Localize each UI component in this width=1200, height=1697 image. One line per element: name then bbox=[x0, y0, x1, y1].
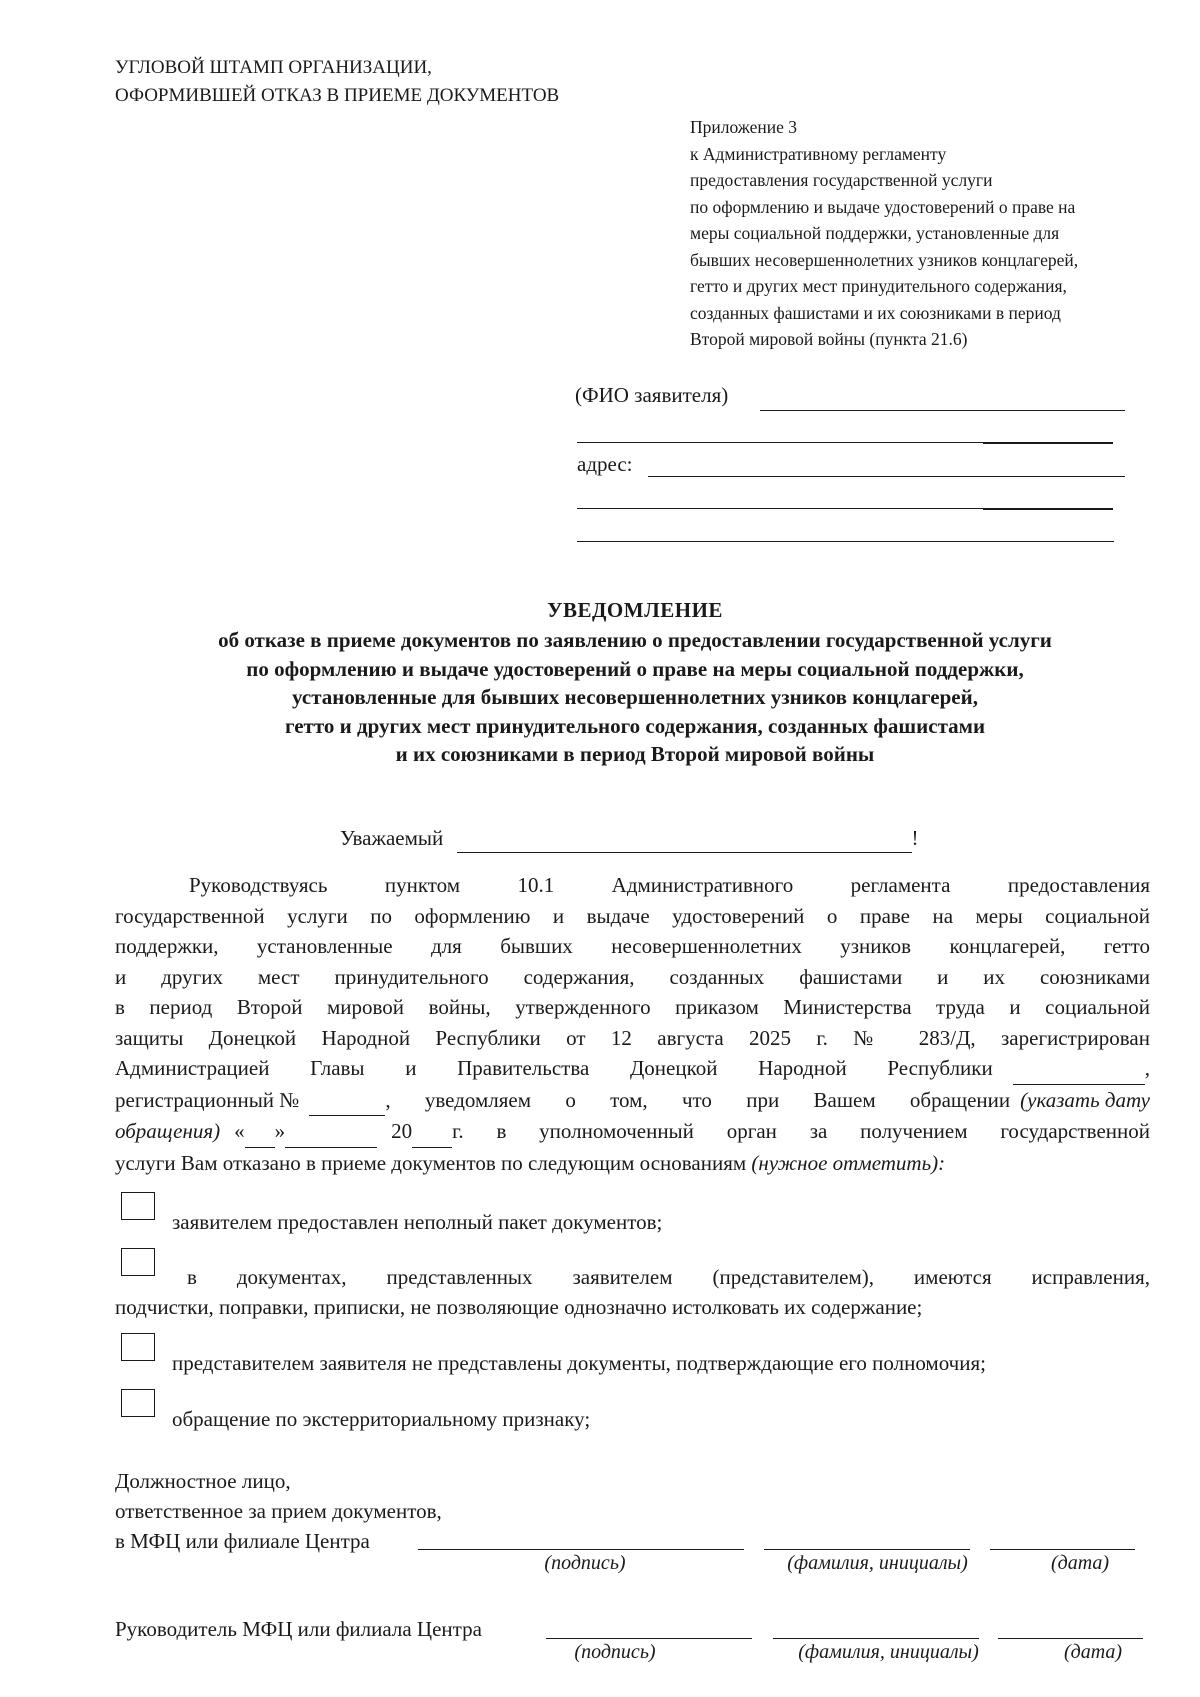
head-date-field[interactable] bbox=[998, 1638, 1143, 1639]
body-line bbox=[115, 1116, 1150, 1148]
option-2-line-2: подчистки, поправки, приписки, не позволяющие однозначно истолковать их содержание; bbox=[115, 1295, 923, 1319]
head-label: Руководитель МФЦ или филиала Центра bbox=[115, 1617, 482, 1641]
greeting bbox=[340, 824, 919, 853]
official-date-caption: (дата) bbox=[1050, 1552, 1110, 1574]
subtitle-line: по оформлению и выдаче удостоверений о праве на меры социальной поддержки, bbox=[246, 656, 1024, 681]
head-signature-caption: (подпись) bbox=[574, 1641, 656, 1663]
body-text: , уведомляем о том, что при Вашем обращении bbox=[385, 1087, 1011, 1112]
head-name-caption: (фамилия, инициалы) bbox=[798, 1641, 979, 1663]
body-line: защиты Донецкой Народной Республики от 12 августа 2025 г. № 283/Д, зарегистрирован bbox=[115, 1025, 1150, 1050]
annex-line: меры социальной поддержки, установленные для bbox=[690, 223, 1060, 243]
option-3-checkbox[interactable] bbox=[121, 1333, 155, 1361]
option-2-text bbox=[115, 1262, 1150, 1322]
stamp-line-1: УГЛОВОЙ ШТАМП ОРГАНИЗАЦИИ, bbox=[115, 57, 432, 78]
body-line bbox=[115, 1148, 1150, 1179]
subtitle-line: об отказе в приеме документов по заявлению о предоставлении государственной услуги bbox=[218, 628, 1052, 652]
option-4-text: обращение по экстерриториальному признаку; bbox=[172, 1407, 591, 1431]
body-text: 20 bbox=[391, 1119, 413, 1143]
body-text: регистрационный № bbox=[115, 1087, 300, 1112]
annex-block bbox=[690, 114, 1078, 353]
option-3-text: представителем заявителя не представлены документы, подтверждающие его полномочия; bbox=[172, 1351, 986, 1375]
option-2-line-1: в документах, представленных заявителем (представителем), имеются исправления, bbox=[187, 1265, 1150, 1289]
body-line: в период Второй мировой войны, утвержденного приказом Министерства труда и социальной bbox=[115, 995, 1150, 1019]
body-text: г. в уполномоченный орган за получением государственной bbox=[452, 1119, 1150, 1143]
option-1-text: заявителем предоставлен неполный пакет документов; bbox=[172, 1210, 663, 1234]
body-text: обращения) bbox=[115, 1119, 221, 1143]
annex-line: Второй мировой войны (пункта 21.6) bbox=[690, 329, 968, 349]
greeting-prefix: Уважаемый bbox=[340, 826, 444, 850]
address-field-line-2-end bbox=[983, 508, 1113, 510]
official-line: Должностное лицо, bbox=[115, 1469, 291, 1493]
subtitle-line: гетто и других мест принудительного содержания, созданных фашистами bbox=[284, 713, 986, 738]
stamp-line-2: ОФОРМИВШЕЙ ОТКАЗ В ПРИЕМЕ ДОКУМЕНТОВ bbox=[115, 85, 560, 106]
official-signature-caption: (подпись) bbox=[544, 1552, 626, 1574]
official-label bbox=[115, 1466, 442, 1556]
annex-line: созданных фашистами и их союзниками в период bbox=[690, 302, 1061, 323]
official-signature-field[interactable] bbox=[418, 1549, 744, 1550]
addressee-field[interactable] bbox=[457, 824, 912, 853]
head-signature-field[interactable] bbox=[546, 1638, 752, 1639]
notice-title: УВЕДОМЛЕНИЕ bbox=[547, 598, 723, 622]
official-line: ответственное за прием документов, bbox=[115, 1499, 442, 1523]
option-1-checkbox[interactable] bbox=[121, 1192, 155, 1220]
address-label: адрес: bbox=[577, 452, 633, 476]
annex-line: по оформлению и выдаче удостоверений о праве на bbox=[690, 196, 1076, 217]
greeting-suffix: ! bbox=[911, 826, 919, 850]
address-field-line-3[interactable] bbox=[577, 541, 1114, 542]
body-line: и других мест принудительного содержания, созданных фашистами и их союзниками bbox=[115, 964, 1150, 989]
body-line: государственной услуги по оформлению и выдаче удостоверений о праве на меры социальной bbox=[115, 903, 1150, 928]
applicant-name-field-end bbox=[983, 442, 1113, 444]
official-line: в МФЦ или филиале Центра bbox=[115, 1529, 370, 1553]
head-name-field[interactable] bbox=[773, 1638, 979, 1639]
body-text: (указать дату bbox=[1020, 1087, 1150, 1112]
official-name-field[interactable] bbox=[764, 1549, 970, 1550]
annex-line: предоставления государственной услуги bbox=[690, 170, 993, 190]
subtitle-line: установленные для бывших несовершеннолетних узников концлагерей, bbox=[292, 685, 978, 709]
body-text: Администрацией Главы и Правительства Донецкой Народной Республики bbox=[115, 1056, 993, 1080]
registration-number-field[interactable] bbox=[309, 1085, 385, 1117]
notice-subtitle bbox=[0, 626, 1200, 769]
corner-stamp bbox=[115, 54, 559, 110]
body-text: услуги Вам отказано в приеме документов по следующим основаниям bbox=[115, 1150, 747, 1175]
applicant-name-label: (ФИО заявителя) bbox=[575, 383, 729, 407]
registration-date-field[interactable] bbox=[1013, 1053, 1145, 1085]
annex-line: Приложение 3 bbox=[690, 117, 798, 137]
body-text: , bbox=[1144, 1056, 1150, 1080]
annex-line: гетто и других мест принудительного содержания, bbox=[690, 276, 1067, 296]
appeal-month-field[interactable] bbox=[285, 1116, 377, 1148]
official-date-field[interactable] bbox=[990, 1549, 1135, 1550]
option-4-checkbox[interactable] bbox=[121, 1389, 155, 1417]
body-text: » bbox=[274, 1119, 286, 1143]
body-text: « bbox=[234, 1119, 245, 1143]
body-text: (нужное отметить): bbox=[751, 1150, 946, 1175]
body-line bbox=[115, 1085, 1150, 1117]
annex-line: к Административному регламенту bbox=[690, 143, 947, 164]
subtitle-line: и их союзниками в период Второй мировой войны bbox=[395, 742, 875, 766]
body-line: поддержки, установленные для бывших несовершеннолетних узников концлагерей, гетто bbox=[115, 934, 1150, 958]
annex-line: бывших несовершеннолетних узников концлагерей, bbox=[690, 249, 1079, 270]
appeal-year-field[interactable] bbox=[412, 1116, 452, 1148]
body-line: Руководствуясь пунктом 10.1 Административного регламента предоставления bbox=[189, 873, 1150, 897]
official-name-caption: (фамилия, инициалы) bbox=[787, 1552, 968, 1574]
applicant-name-field[interactable] bbox=[760, 410, 1125, 411]
address-field[interactable] bbox=[648, 476, 1125, 477]
body-line bbox=[115, 1053, 1150, 1085]
appeal-day-field[interactable] bbox=[245, 1116, 275, 1148]
body-paragraph bbox=[115, 870, 1150, 1178]
head-date-caption: (дата) bbox=[1063, 1641, 1123, 1663]
